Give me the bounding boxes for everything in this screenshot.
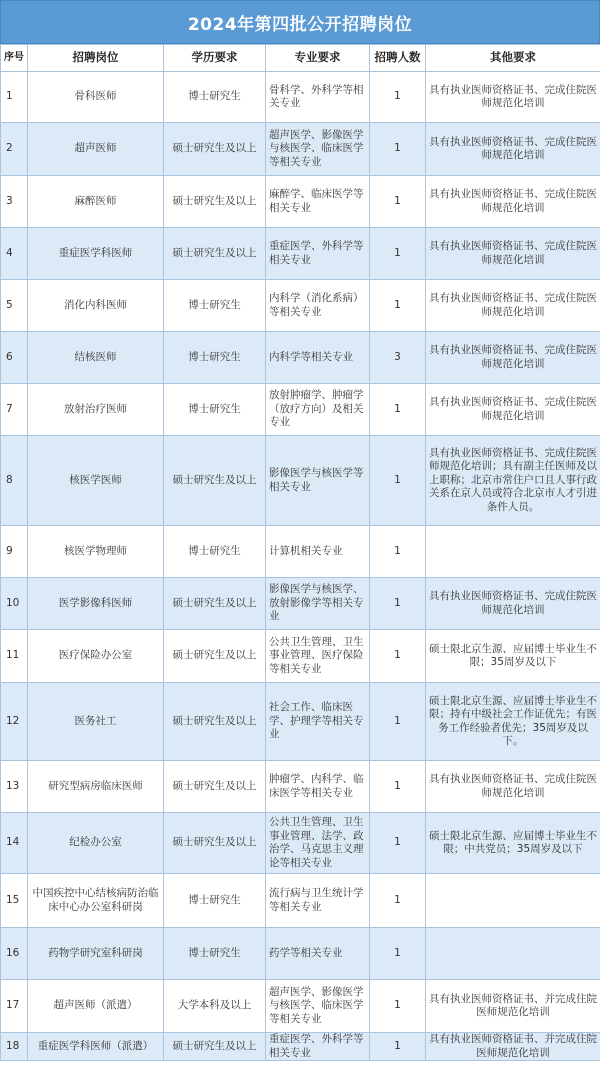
row-index: 1 bbox=[1, 72, 28, 123]
row-education: 博士研究生 bbox=[164, 384, 266, 436]
row-position: 重症医学科医师 bbox=[28, 228, 164, 280]
row-other-requirements: 具有执业医师资格证书、完成住院医师规范化培训 bbox=[426, 228, 600, 280]
table-row bbox=[1, 761, 600, 813]
row-count: 1 bbox=[370, 980, 426, 1033]
row-major: 重症医学、外科学等相关专业 bbox=[266, 1033, 370, 1061]
row-position: 超声医师 bbox=[28, 123, 164, 176]
row-position: 纪检办公室 bbox=[28, 813, 164, 874]
row-major: 麻醉学、临床医学等相关专业 bbox=[266, 176, 370, 228]
row-major: 内科学（消化系病）等相关专业 bbox=[266, 280, 370, 332]
row-other-requirements: 具有执业医师资格证书、完成住院医师规范化培训 bbox=[426, 72, 600, 123]
row-position: 重症医学科医师（派遣） bbox=[28, 1033, 164, 1061]
table-row bbox=[1, 526, 600, 578]
row-count: 1 bbox=[370, 228, 426, 280]
table-row bbox=[1, 72, 600, 123]
row-major: 超声医学、影像医学与核医学、临床医学等相关专业 bbox=[266, 980, 370, 1033]
header-count: 招聘人数 bbox=[370, 45, 426, 72]
row-index: 13 bbox=[1, 761, 28, 813]
table-row bbox=[1, 980, 600, 1033]
row-count: 1 bbox=[370, 928, 426, 980]
row-position: 医学影像科医师 bbox=[28, 578, 164, 630]
row-major: 药学等相关专业 bbox=[266, 928, 370, 980]
row-education: 硕士研究生及以上 bbox=[164, 683, 266, 761]
header-position: 招聘岗位 bbox=[28, 45, 164, 72]
row-count: 1 bbox=[370, 123, 426, 176]
row-count: 1 bbox=[370, 630, 426, 683]
table-row bbox=[1, 176, 600, 228]
row-count: 1 bbox=[370, 874, 426, 928]
row-education: 硕士研究生及以上 bbox=[164, 228, 266, 280]
row-other-requirements: 具有执业医师资格证书、并完成住院医师规范化培训 bbox=[426, 980, 600, 1033]
table-row bbox=[1, 630, 600, 683]
row-count: 1 bbox=[370, 176, 426, 228]
row-major: 影像医学与核医学、放射影像学等相关专业 bbox=[266, 578, 370, 630]
row-education: 博士研究生 bbox=[164, 526, 266, 578]
row-index: 11 bbox=[1, 630, 28, 683]
row-major: 公共卫生管理、卫生事业管理、医疗保险等相关专业 bbox=[266, 630, 370, 683]
row-count: 1 bbox=[370, 761, 426, 813]
row-other-requirements: 硕士限北京生源、应届博士毕业生不限；中共党员；35周岁及以下 bbox=[426, 813, 600, 874]
row-position: 核医学物理师 bbox=[28, 526, 164, 578]
row-major: 计算机相关专业 bbox=[266, 526, 370, 578]
row-position: 药物学研究室科研岗 bbox=[28, 928, 164, 980]
row-major: 内科学等相关专业 bbox=[266, 332, 370, 384]
row-other-requirements: 具有执业医师资格证书、并完成住院医师规范化培训 bbox=[426, 1033, 600, 1061]
table-header bbox=[1, 45, 600, 72]
row-index: 4 bbox=[1, 228, 28, 280]
row-education: 硕士研究生及以上 bbox=[164, 1033, 266, 1061]
table-row bbox=[1, 332, 600, 384]
row-education: 硕士研究生及以上 bbox=[164, 630, 266, 683]
table-row bbox=[1, 874, 600, 928]
row-other-requirements: 具有执业医师资格证书、完成住院医师规范化培训 bbox=[426, 123, 600, 176]
row-major: 骨科学、外科学等相关专业 bbox=[266, 72, 370, 123]
row-other-requirements: 具有执业医师资格证书、完成住院医师规范化培训 bbox=[426, 578, 600, 630]
row-other-requirements: 具有执业医师资格证书、完成住院医师规范化培训 bbox=[426, 176, 600, 228]
table-row bbox=[1, 578, 600, 630]
row-index: 18 bbox=[1, 1033, 28, 1061]
row-count: 1 bbox=[370, 72, 426, 123]
row-major: 公共卫生管理、卫生事业管理、法学、政治学、马克思主义理论等相关专业 bbox=[266, 813, 370, 874]
row-count: 1 bbox=[370, 813, 426, 874]
row-count: 1 bbox=[370, 436, 426, 526]
row-education: 博士研究生 bbox=[164, 72, 266, 123]
row-other-requirements: 具有执业医师资格证书、完成住院医师规范化培训 bbox=[426, 332, 600, 384]
header-education: 学历要求 bbox=[164, 45, 266, 72]
row-count: 1 bbox=[370, 683, 426, 761]
row-index: 2 bbox=[1, 123, 28, 176]
row-index: 14 bbox=[1, 813, 28, 874]
table-row bbox=[1, 384, 600, 436]
row-position: 消化内科医师 bbox=[28, 280, 164, 332]
row-major: 重症医学、外科学等相关专业 bbox=[266, 228, 370, 280]
table-row bbox=[1, 928, 600, 980]
row-index: 17 bbox=[1, 980, 28, 1033]
row-education: 硕士研究生及以上 bbox=[164, 761, 266, 813]
header-row bbox=[1, 45, 600, 72]
row-other-requirements: 硕士限北京生源、应届博士毕业生不限；35周岁及以下 bbox=[426, 630, 600, 683]
row-position: 中国疾控中心结核病防治临床中心办公室科研岗 bbox=[28, 874, 164, 928]
page-title: 2024年第四批公开招聘岗位 bbox=[0, 0, 600, 44]
row-index: 12 bbox=[1, 683, 28, 761]
row-education: 硕士研究生及以上 bbox=[164, 436, 266, 526]
row-education: 博士研究生 bbox=[164, 280, 266, 332]
header-major: 专业要求 bbox=[266, 45, 370, 72]
row-education: 硕士研究生及以上 bbox=[164, 813, 266, 874]
row-other-requirements: 具有执业医师资格证书、完成住院医师规范化培训 bbox=[426, 384, 600, 436]
row-major: 超声医学、影像医学与核医学、临床医学等相关专业 bbox=[266, 123, 370, 176]
row-position: 结核医师 bbox=[28, 332, 164, 384]
row-education: 博士研究生 bbox=[164, 928, 266, 980]
table-row bbox=[1, 436, 600, 526]
row-index: 7 bbox=[1, 384, 28, 436]
row-education: 硕士研究生及以上 bbox=[164, 123, 266, 176]
row-position: 医务社工 bbox=[28, 683, 164, 761]
row-index: 15 bbox=[1, 874, 28, 928]
row-other-requirements: 具有执业医师资格证书、完成住院医师规范化培训；具有副主任医师及以上职称；北京市常住户口且人事行政关系在京人员或符合北京市人才引进条件人员。 bbox=[426, 436, 600, 526]
row-index: 8 bbox=[1, 436, 28, 526]
table-row bbox=[1, 1033, 600, 1061]
row-index: 10 bbox=[1, 578, 28, 630]
row-index: 5 bbox=[1, 280, 28, 332]
row-other-requirements: 硕士限北京生源、应届博士毕业生不限；持有中级社会工作证优先；有医务工作经验者优先；35周岁及以下。 bbox=[426, 683, 600, 761]
header-index: 序号 bbox=[1, 45, 28, 72]
row-education: 博士研究生 bbox=[164, 332, 266, 384]
row-position: 放射治疗医师 bbox=[28, 384, 164, 436]
row-other-requirements bbox=[426, 928, 600, 980]
row-education: 硕士研究生及以上 bbox=[164, 176, 266, 228]
row-education: 大学本科及以上 bbox=[164, 980, 266, 1033]
row-other-requirements: 具有执业医师资格证书、完成住院医师规范化培训 bbox=[426, 761, 600, 813]
row-count: 1 bbox=[370, 384, 426, 436]
table-row bbox=[1, 280, 600, 332]
row-major: 放射肿瘤学、肿瘤学（放疗方向）及相关专业 bbox=[266, 384, 370, 436]
row-position: 麻醉医师 bbox=[28, 176, 164, 228]
row-position: 核医学医师 bbox=[28, 436, 164, 526]
row-count: 1 bbox=[370, 280, 426, 332]
row-major: 流行病与卫生统计学等相关专业 bbox=[266, 874, 370, 928]
row-other-requirements: 具有执业医师资格证书、完成住院医师规范化培训 bbox=[426, 280, 600, 332]
table-body bbox=[1, 72, 600, 1061]
row-count: 1 bbox=[370, 578, 426, 630]
row-other-requirements bbox=[426, 874, 600, 928]
row-index: 3 bbox=[1, 176, 28, 228]
row-index: 16 bbox=[1, 928, 28, 980]
row-position: 骨科医师 bbox=[28, 72, 164, 123]
row-position: 医疗保险办公室 bbox=[28, 630, 164, 683]
row-major: 社会工作、临床医学、护理学等相关专业 bbox=[266, 683, 370, 761]
row-position: 超声医师（派遣） bbox=[28, 980, 164, 1033]
row-position: 研究型病房临床医师 bbox=[28, 761, 164, 813]
row-education: 硕士研究生及以上 bbox=[164, 578, 266, 630]
row-count: 1 bbox=[370, 526, 426, 578]
positions-table bbox=[0, 44, 600, 1061]
row-index: 6 bbox=[1, 332, 28, 384]
table-row bbox=[1, 123, 600, 176]
row-index: 9 bbox=[1, 526, 28, 578]
row-count: 3 bbox=[370, 332, 426, 384]
row-other-requirements bbox=[426, 526, 600, 578]
row-education: 博士研究生 bbox=[164, 874, 266, 928]
row-major: 肿瘤学、内科学、临床医学等相关专业 bbox=[266, 761, 370, 813]
row-count: 1 bbox=[370, 1033, 426, 1061]
table-row bbox=[1, 813, 600, 874]
table-row bbox=[1, 228, 600, 280]
table-row bbox=[1, 683, 600, 761]
header-other: 其他要求 bbox=[426, 45, 600, 72]
row-major: 影像医学与核医学等相关专业 bbox=[266, 436, 370, 526]
